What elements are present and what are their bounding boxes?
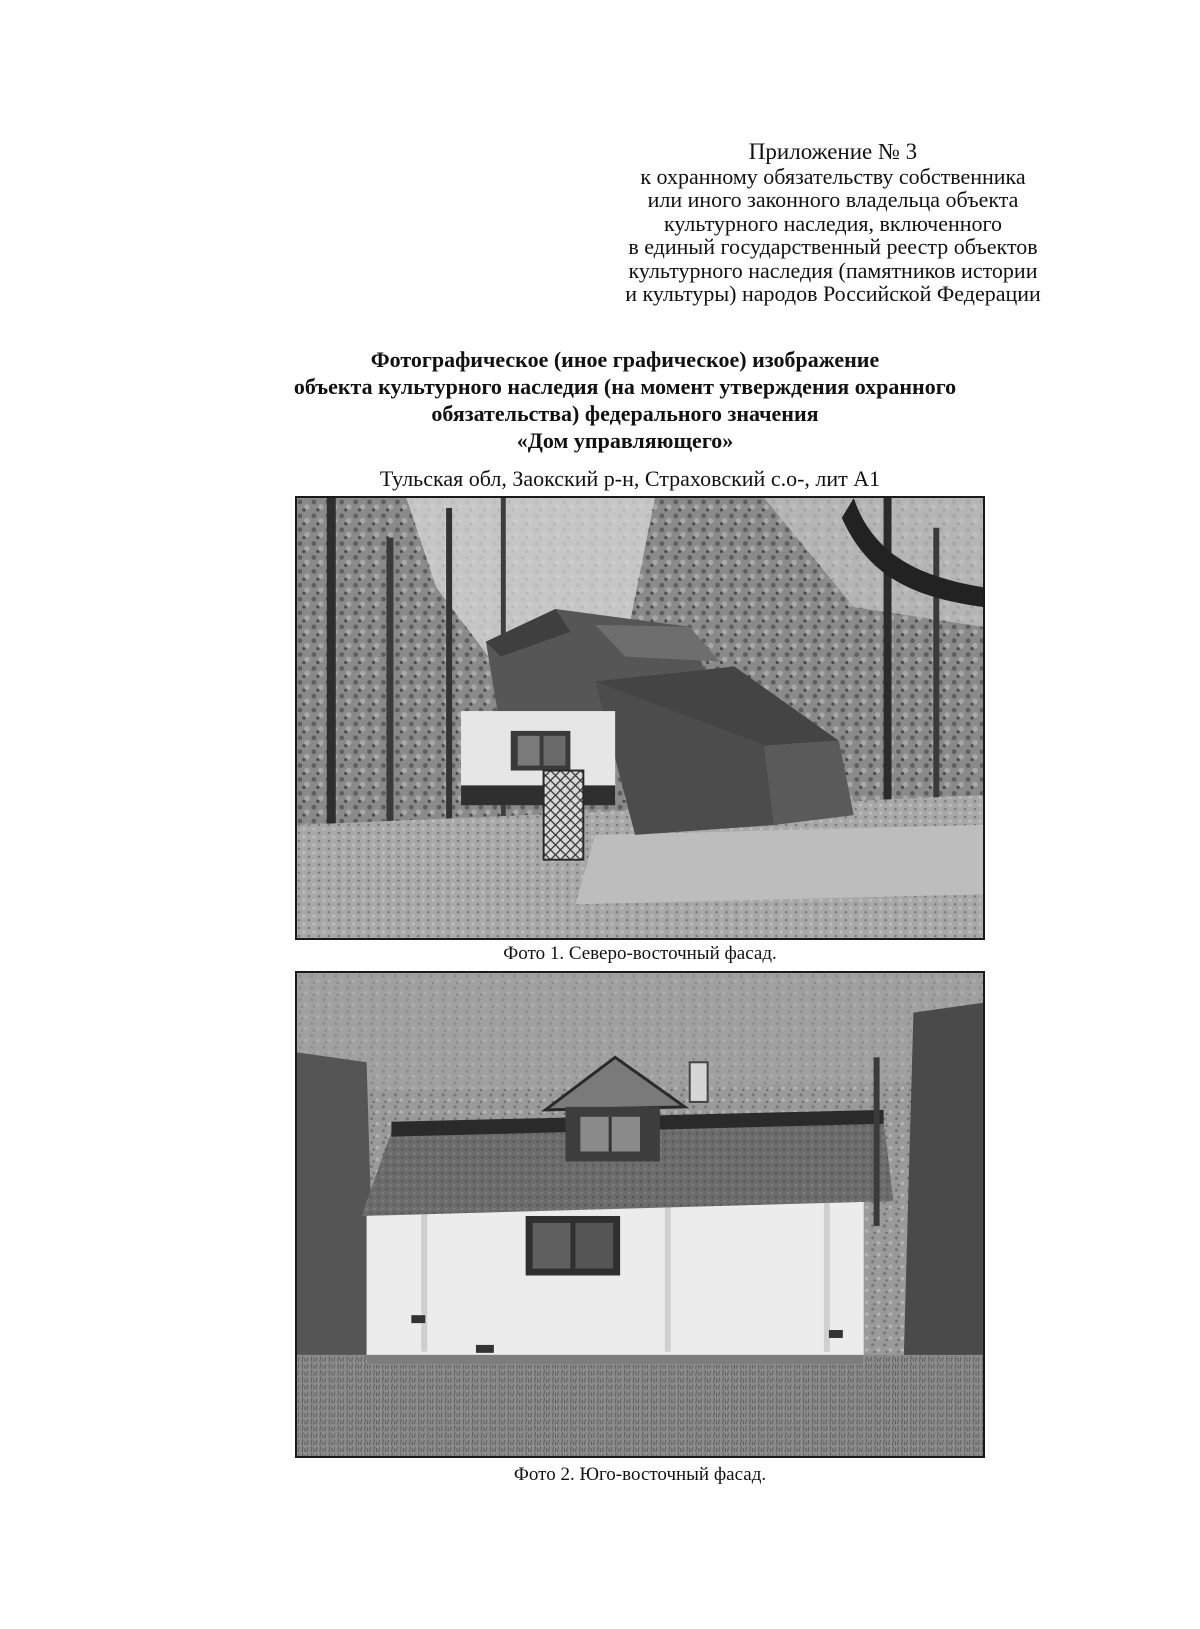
title-line: объекта культурного наследия (на момент утверждения охранного xyxy=(293,374,957,399)
house-photo-1-image xyxy=(297,498,983,938)
photo-southeast-facade xyxy=(295,971,985,1458)
appendix-line: культурного наследия, включенного xyxy=(663,210,1002,236)
photo-caption-1: Фото 1. Северо-восточный фасад. xyxy=(503,943,777,964)
title-line: «Дом управляющего» xyxy=(516,428,734,453)
appendix-number: Приложение № 3 xyxy=(748,139,918,164)
title-line: обязательства) федерального значения xyxy=(431,401,819,426)
house-photo-2-image xyxy=(297,973,983,1456)
appendix-header xyxy=(568,140,1098,306)
appendix-line: к охранному обязательству собственника xyxy=(640,163,1026,189)
photo-caption-2: Фото 2. Юго-восточный фасад. xyxy=(513,1464,767,1485)
appendix-line: культурного наследия (памятников истории xyxy=(628,257,1038,283)
appendix-line: в единый государственный реестр объектов xyxy=(628,234,1038,259)
appendix-line: или иного законного владельца объекта xyxy=(647,187,1019,212)
title-line: Фотографическое (иное графическое) изображение xyxy=(370,347,880,372)
document-title xyxy=(160,346,1090,454)
object-address: Тульская обл, Заокский р-н, Страховский с.о-, лит А1 xyxy=(379,466,881,491)
photo-northeast-facade xyxy=(295,496,985,940)
appendix-line: и культуры) народов Российской Федерации xyxy=(625,281,1041,306)
